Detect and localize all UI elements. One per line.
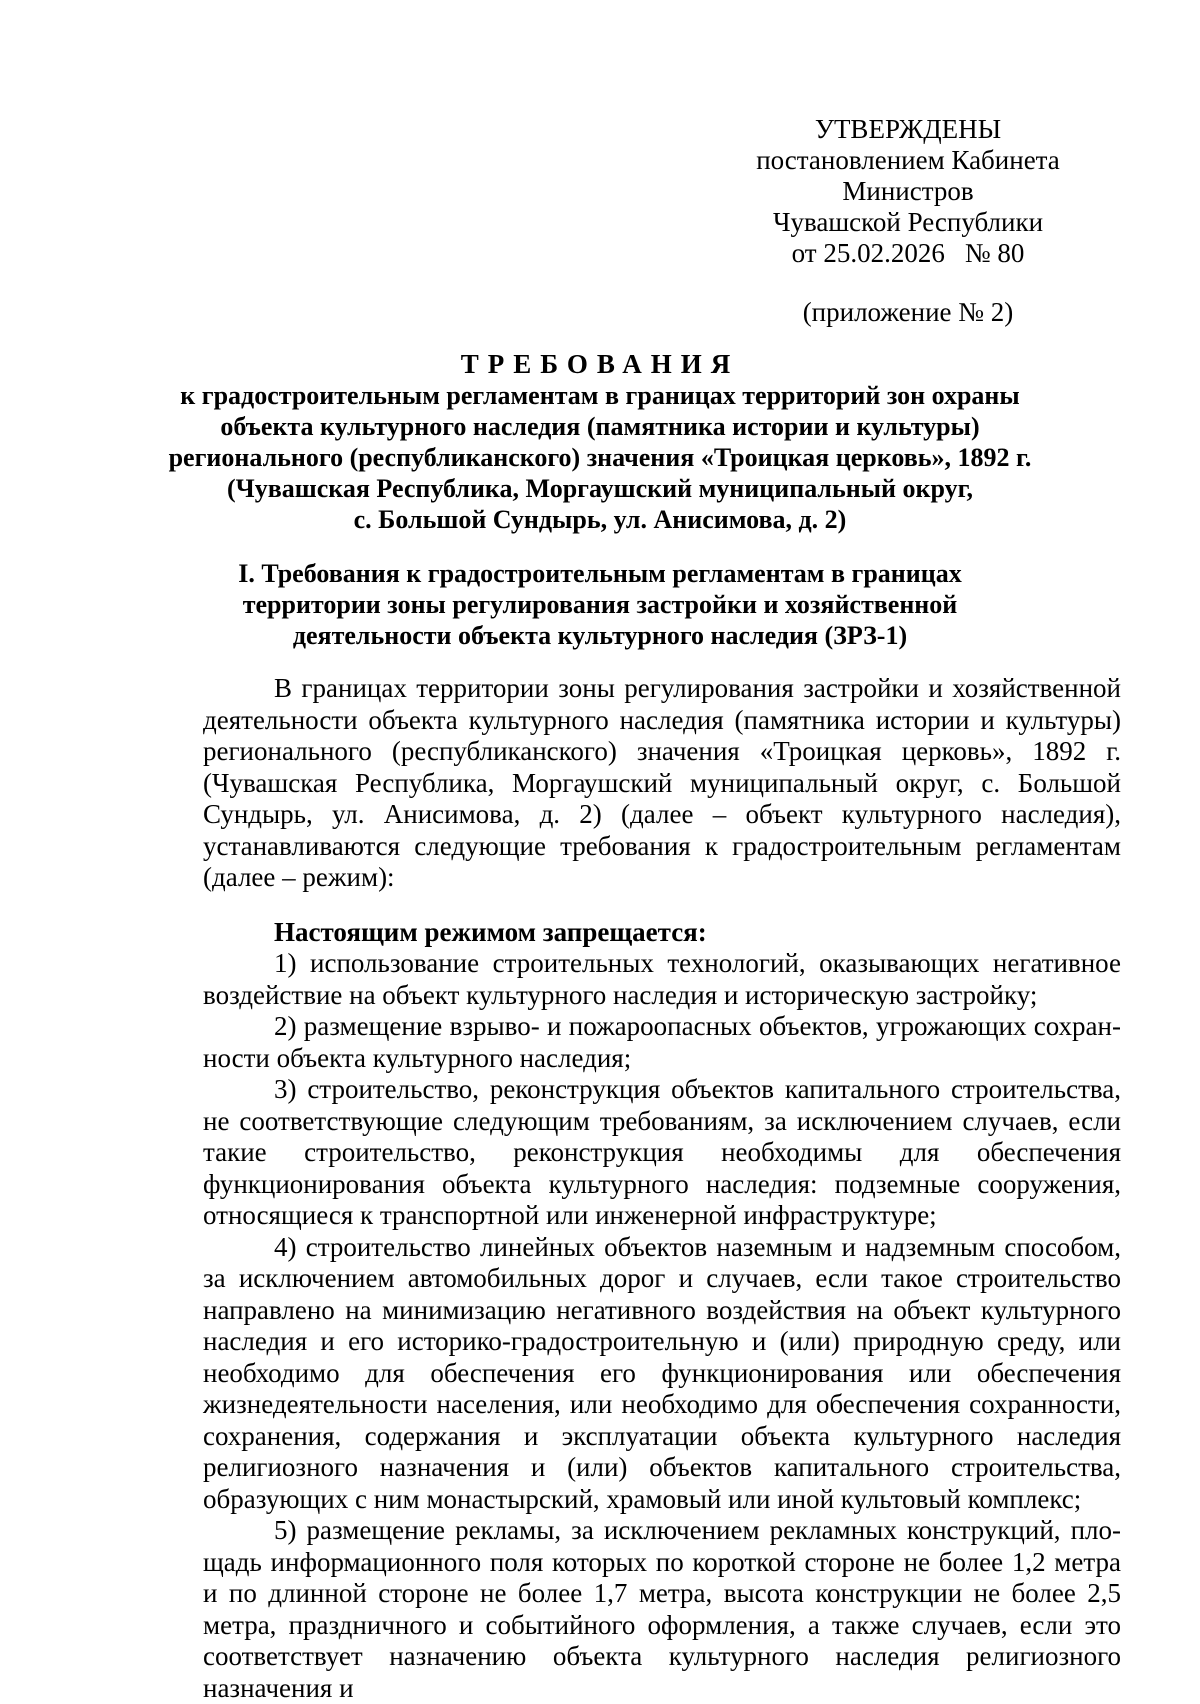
list-item: 3) строительство, реконструкция объектов капитального строительства, не соответствующие следующим требованиям, за исключением случаев, если такие строительство, реконструкция необходимы для обеспечения функционирования объекта культурного наследия: подземные сооружения, относящиеся к транспортной или инженерной инфраструктуре; bbox=[203, 1074, 1121, 1230]
prohibited-heading: Настоящим режимом запрещается: bbox=[274, 916, 707, 947]
title-line: (Чувашская Республика, Моргаушский муниципальный округ, bbox=[227, 474, 973, 503]
intro-paragraph: В границах территории зоны регулирования застройки и хозяйственной деятельности объекта культурного наследия (памятника истории и культуры) регионального (республиканского) значения «Троицкая церковь», 1892 г. (Чувашская Республика, Моргаушский муниципальный округ, с. Большой Сундырь, ул. Анисимова, д. 2) (далее – объект культурного наследия), устанавливаются следующие требования к градостроительным регламентам (далее – режим): bbox=[203, 673, 1121, 892]
section-heading-line: территории зоны регулирования застройки и хозяйственной bbox=[242, 590, 958, 619]
title-line: объекта культурного наследия (памятника истории и культуры) bbox=[220, 412, 980, 441]
section-heading bbox=[200, 558, 1000, 651]
approval-date: от 25.02.2026 bbox=[791, 238, 945, 268]
approval-line-1: постановлением Кабинета Министров bbox=[756, 145, 1060, 206]
list-item: 4) строительство линейных объектов наземным и надземным способом, за исключением автомобильных дорог и случаев, если такое строительство направлено на минимизацию негативного воздействия на объект культурного наследия и его историко-градостроительную и (или) природную среду, или необходимо для обеспечения его функционирования или обеспечения жизнедеятельности населения, или необходимо для обеспечения сохранности, сохранения, содержания и эксплуатации объекта культурного наследия религиозного назначения и (или) объектов капитального строительства, образующих с ним монастырский, храмовый или иной культовый комплекс; bbox=[203, 1231, 1121, 1514]
approval-title: УТВЕРЖДЕНЫ bbox=[814, 114, 1002, 144]
section-heading-line: деятельности объекта культурного наследия (ЗРЗ-1) bbox=[292, 621, 908, 650]
title-line: регионального (республиканского) значения «Троицкая церковь», 1892 г. bbox=[168, 443, 1032, 472]
approval-stamp bbox=[690, 114, 1126, 328]
prohibitions-list bbox=[203, 948, 1121, 1704]
title-line: к градостроительным регламентам в границах территорий зон охраны bbox=[180, 381, 1020, 410]
approval-date-line bbox=[690, 238, 1126, 269]
appendix-label: (приложение № 2) bbox=[802, 297, 1014, 327]
section-heading-line: I. Требования к градостроительным регламентам в границах bbox=[238, 559, 962, 588]
list-item: 1) использование строительных технологий, оказывающих негативное воздействие на объект культурного наследия и историческую застройку; bbox=[203, 948, 1121, 1010]
list-item: 5) размещение рекламы, за исключением рекламных конструкций, площадь информационного поля которых по короткой стороне не более 1,2 метра и по длинной стороне не более 1,7 метра, высота конструкции не более 2,5 метра, праздничного и событийного оформления, а также случаев, если это соответствует назначению объекта культурного наследия религиозного назначения и bbox=[203, 1515, 1121, 1703]
document-title: ТРЕБОВАНИЯ bbox=[460, 349, 740, 379]
title-line: с. Большой Сундырь, ул. Анисимова, д. 2) bbox=[353, 505, 847, 534]
section-body bbox=[203, 673, 1121, 1704]
document-title-block bbox=[150, 349, 1050, 535]
list-item: 2) размещение взрыво- и пожароопасных объектов, угрожающих сохранности объекта культурного наследия; bbox=[203, 1011, 1121, 1073]
approval-number: № 80 bbox=[964, 238, 1025, 268]
approval-line-2: Чувашской Республики bbox=[772, 207, 1044, 237]
